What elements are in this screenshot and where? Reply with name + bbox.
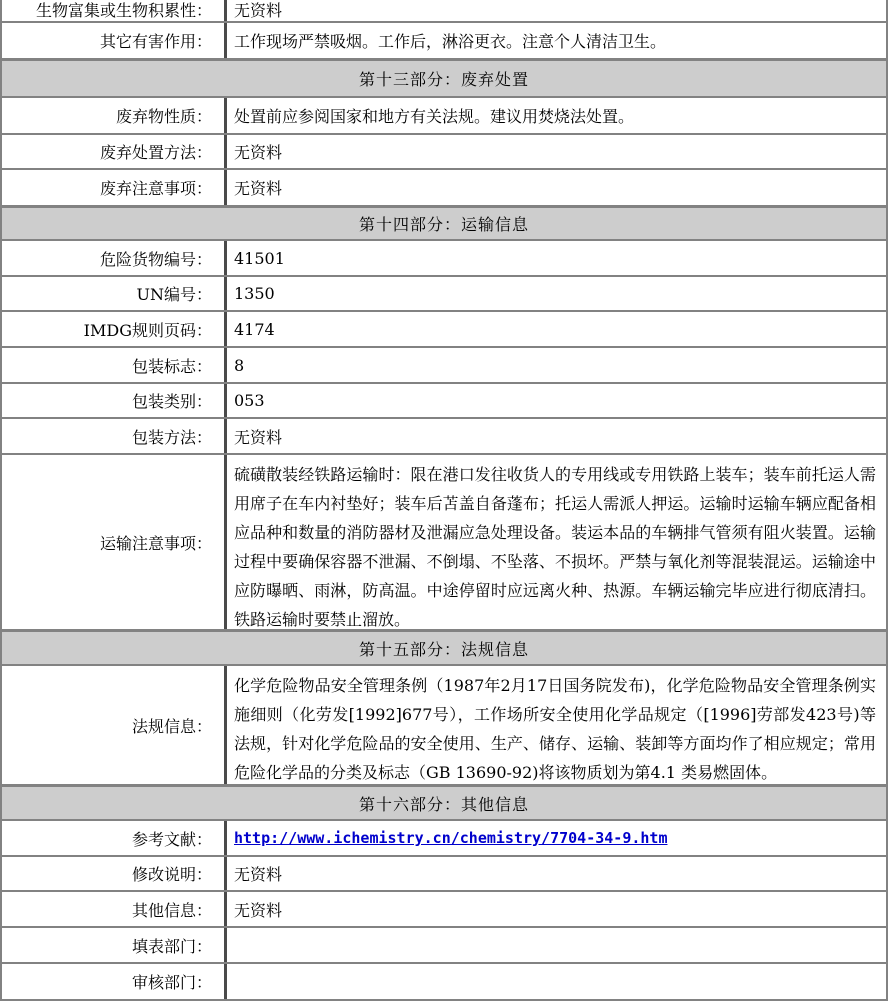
field-label-cell bbox=[2, 964, 224, 999]
section-title: 第十三部分：废弃处置 bbox=[358, 70, 529, 89]
table-row bbox=[2, 928, 886, 964]
section-header bbox=[2, 631, 886, 666]
field-label: 生物富集或生物积累性： bbox=[35, 1, 212, 20]
field-value-cell bbox=[224, 928, 886, 962]
table-row bbox=[2, 170, 886, 207]
field-label: IMDG规则页码： bbox=[83, 320, 212, 340]
field-label-cell bbox=[2, 23, 224, 58]
field-value-cell bbox=[224, 312, 886, 346]
field-value-cell bbox=[224, 23, 886, 58]
field-value: 无资料 bbox=[234, 427, 283, 447]
table-row bbox=[2, 892, 886, 928]
field-label: 废弃处置方法： bbox=[99, 143, 212, 162]
field-value: 无资料 bbox=[234, 900, 283, 920]
field-value: 无资料 bbox=[234, 865, 283, 884]
field-label-cell bbox=[2, 455, 224, 629]
field-value: 无资料 bbox=[234, 143, 283, 162]
field-value: 8 bbox=[234, 355, 245, 375]
field-label: 危险货物编号： bbox=[99, 249, 212, 269]
field-value: 工作现场严禁吸烟。工作后，淋浴更衣。注意个人清洁卫生。 bbox=[234, 32, 667, 51]
field-label: 法规信息： bbox=[131, 716, 212, 736]
field-label: 其他信息： bbox=[131, 900, 212, 920]
table-row bbox=[2, 348, 886, 384]
field-value-cell bbox=[224, 277, 886, 310]
field-label: 废弃物性质： bbox=[115, 107, 212, 126]
field-label: 包装方法： bbox=[131, 427, 212, 447]
section-header bbox=[2, 786, 886, 821]
field-value-cell bbox=[224, 964, 886, 999]
field-label-cell bbox=[2, 170, 224, 205]
field-label-cell bbox=[2, 419, 224, 453]
field-label: 其它有害作用： bbox=[99, 32, 212, 51]
field-label-cell bbox=[2, 857, 224, 890]
field-value-cell bbox=[224, 0, 886, 21]
table-row bbox=[2, 0, 886, 23]
table-row bbox=[2, 455, 886, 631]
field-label: 参考文献： bbox=[131, 829, 212, 849]
reference-link[interactable]: http://www.ichemistry.cn/chemistry/7704-34-9.htm bbox=[234, 829, 668, 847]
field-label: 审核部门： bbox=[131, 973, 212, 992]
field-label-cell bbox=[2, 666, 224, 784]
field-value: 无资料 bbox=[234, 179, 283, 198]
section-title: 第十六部分：其他信息 bbox=[358, 794, 529, 814]
field-value-cell bbox=[224, 170, 886, 205]
field-label: 包装类别： bbox=[131, 392, 212, 411]
field-label: 填表部门： bbox=[131, 936, 212, 956]
field-value-cell bbox=[224, 892, 886, 926]
field-value-cell bbox=[224, 455, 886, 629]
field-label-cell bbox=[2, 135, 224, 168]
section-header bbox=[2, 207, 886, 241]
field-value: 无资料 bbox=[234, 1, 283, 20]
field-label-cell bbox=[2, 348, 224, 382]
field-value: 4174 bbox=[234, 319, 275, 339]
table-row bbox=[2, 135, 886, 170]
field-value-cell bbox=[224, 98, 886, 133]
field-label-cell bbox=[2, 0, 224, 21]
field-value: 化学危险物品安全管理条例（1987年2月17日国务院发布)，化学危险物品安全管理条例实施细则（化劳发[1992]677号），工作场所安全使用化学品规定（[1996]劳部发423号)等法规，针对化学危险品的安全使用、生产、储存、运输、装卸等方面均作了相应规定；常用危险化学品的分类及标志（GB 13690-92)将该物质划为第4.1 类易燃固体。 bbox=[234, 676, 876, 782]
field-label: UN编号： bbox=[136, 285, 212, 304]
table-row bbox=[2, 384, 886, 419]
field-label-cell bbox=[2, 277, 224, 310]
field-value-cell bbox=[224, 419, 886, 453]
table-row bbox=[2, 241, 886, 277]
table-row bbox=[2, 821, 886, 857]
field-value: 053 bbox=[234, 391, 265, 410]
field-label-cell bbox=[2, 892, 224, 926]
field-label-cell bbox=[2, 384, 224, 417]
section-title: 第十五部分：法规信息 bbox=[358, 639, 529, 659]
field-label: 运输注意事项： bbox=[99, 533, 212, 553]
field-value: 硫磺散装经铁路运输时：限在港口发往收货人的专用线或专用铁路上装车；装车前托运人需用席子在车内衬垫好；装车后苫盖自备蓬布；托运人需派人押运。运输时运输车辆应配备相应品种和数量的消防器材及泄漏应急处理设备。装运本品的车辆排气管须有阻火装置。运输过程中要确保容器不泄漏、不倒塌、不坠落、不损坏。严禁与氧化剂等混装混运。运输途中应防曝晒、雨淋，防高温。中途停留时应远离火种、热源。车辆运输完毕应进行彻底清扫。铁路运输时要禁止溜放。 bbox=[234, 465, 876, 629]
field-label: 废弃注意事项： bbox=[99, 179, 212, 198]
field-value-cell bbox=[224, 384, 886, 417]
field-label: 包装标志： bbox=[131, 356, 212, 376]
field-value-cell bbox=[224, 821, 886, 855]
field-label-cell bbox=[2, 821, 224, 855]
field-value-cell bbox=[224, 241, 886, 275]
field-label-cell bbox=[2, 928, 224, 962]
field-label-cell bbox=[2, 98, 224, 133]
table-row bbox=[2, 419, 886, 455]
field-value-cell bbox=[224, 135, 886, 168]
table-row bbox=[2, 857, 886, 892]
table-row bbox=[2, 666, 886, 786]
field-value-cell bbox=[224, 666, 886, 784]
field-value-cell bbox=[224, 857, 886, 890]
field-value: 41501 bbox=[234, 248, 285, 268]
table-row bbox=[2, 23, 886, 60]
table-row bbox=[2, 312, 886, 348]
field-value: 处置前应参阅国家和地方有关法规。建议用焚烧法处置。 bbox=[234, 107, 635, 126]
field-value: 1350 bbox=[234, 284, 275, 303]
section-header bbox=[2, 60, 886, 98]
table-row bbox=[2, 98, 886, 135]
field-label: 修改说明： bbox=[131, 865, 212, 884]
field-label-cell bbox=[2, 312, 224, 346]
field-value-cell bbox=[224, 348, 886, 382]
table-row bbox=[2, 964, 886, 1001]
table-row bbox=[2, 277, 886, 312]
field-label-cell bbox=[2, 241, 224, 275]
section-title: 第十四部分：运输信息 bbox=[358, 215, 529, 234]
